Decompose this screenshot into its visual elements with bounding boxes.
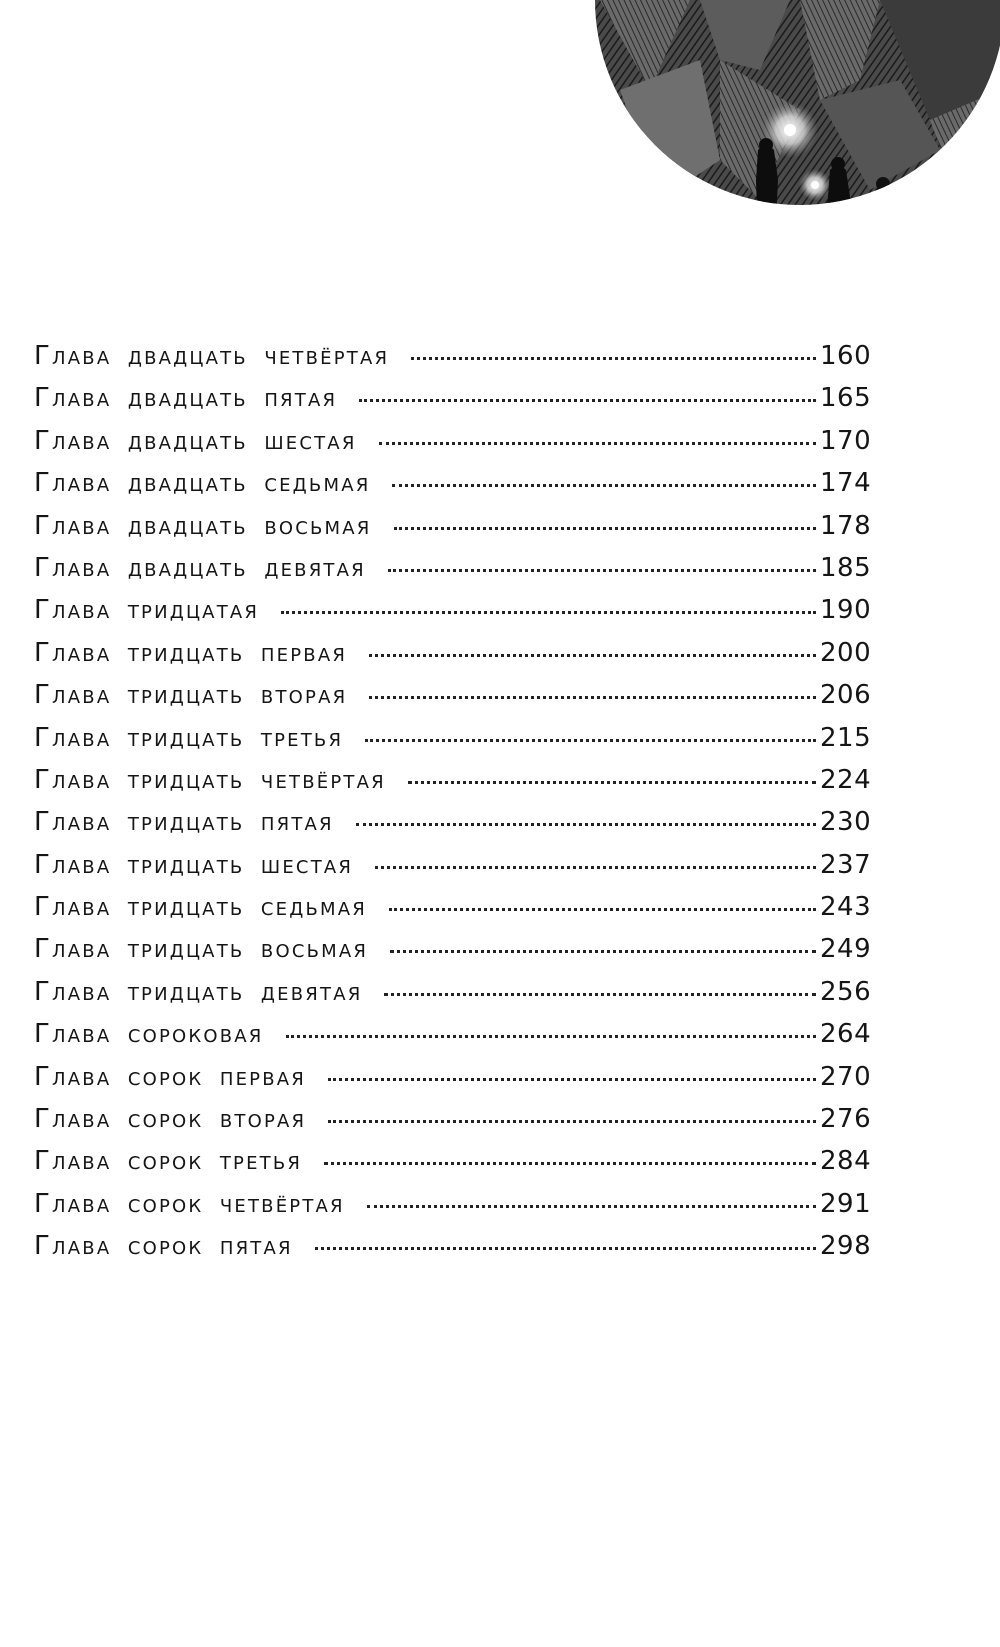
toc-dot-leader: [388, 569, 816, 572]
toc-dot-leader: [394, 527, 817, 530]
toc-dot-leader: [375, 866, 816, 869]
toc-dot-leader: [390, 950, 816, 953]
toc-entry: [34, 886, 874, 928]
toc-entry-page-number: 190: [820, 595, 872, 626]
toc-entry: [34, 801, 874, 843]
toc-dot-leader: [389, 908, 816, 911]
toc-dot-leader: [369, 654, 816, 657]
toc-entry-title: Глава тридцать шестая: [34, 849, 354, 880]
toc-dot-leader: [328, 1078, 816, 1081]
toc-entry-page-number: 170: [820, 425, 872, 456]
toc-entry-page-number: 160: [820, 341, 872, 371]
toc-entry-page-number: 270: [820, 1061, 872, 1092]
toc-entry-title: Глава двадцать шестая: [34, 425, 357, 456]
toc-entry: [34, 1056, 874, 1098]
toc-entry: [34, 420, 874, 462]
toc-dot-leader: [281, 611, 816, 614]
toc-dot-leader: [315, 1247, 816, 1250]
toc-dot-leader: [359, 399, 816, 402]
toc-dot-leader: [408, 781, 816, 784]
toc-entry-title: Глава сорок четвёртая: [34, 1188, 345, 1219]
toc-entry: [34, 462, 874, 504]
toc-entry-title: Глава тридцать первая: [34, 637, 348, 668]
toc-entry-page-number: 185: [820, 552, 872, 583]
toc-entry: [34, 1183, 874, 1225]
toc-entry-title: Глава сорок третья: [34, 1146, 303, 1177]
toc-entry-title: Глава сорок пятая: [34, 1231, 293, 1262]
table-of-contents: [34, 335, 874, 1268]
toc-entry-title: Глава сорок вторая: [34, 1104, 307, 1135]
toc-entry-page-number: 165: [820, 383, 872, 414]
toc-entry: [34, 717, 874, 759]
toc-entry-title: Глава тридцать восьмая: [34, 934, 369, 965]
toc-entry-page-number: 256: [820, 976, 872, 1007]
toc-entry: [34, 928, 874, 970]
toc-dot-leader: [384, 993, 816, 996]
toc-entry: [34, 1098, 874, 1140]
toc-entry: [34, 844, 874, 886]
toc-entry: [34, 632, 874, 674]
toc-entry-title: Глава двадцать седьмая: [34, 468, 371, 499]
toc-entry-page-number: 224: [820, 764, 872, 795]
toc-entry-page-number: 206: [820, 680, 872, 711]
toc-entry: [34, 505, 874, 547]
toc-entry-page-number: 276: [820, 1104, 872, 1135]
toc-entry-title: Глава двадцать восьмая: [34, 510, 372, 541]
toc-entry-page-number: 264: [820, 1019, 872, 1050]
toc-entry: [34, 1140, 874, 1182]
toc-dot-leader: [324, 1162, 816, 1165]
toc-entry-title: Глава сорок первая: [34, 1061, 306, 1092]
toc-entry-page-number: 249: [820, 934, 872, 965]
toc-entry: [34, 547, 874, 589]
toc-dot-leader: [392, 484, 816, 487]
toc-entry: [34, 1225, 874, 1267]
toc-entry-title: Глава тридцать пятая: [34, 807, 334, 838]
toc-entry-title: Глава двадцать пятая: [34, 383, 338, 414]
toc-entry-title: Глава двадцать девятая: [34, 552, 366, 583]
toc-entry-title: Глава тридцать девятая: [34, 976, 363, 1007]
toc-entry: [34, 589, 874, 631]
toc-entry: [34, 759, 874, 801]
toc-dot-leader: [411, 357, 816, 360]
toc-dot-leader: [369, 696, 816, 699]
toc-dot-leader: [286, 1035, 816, 1038]
toc-entry-title: Глава тридцать четвёртая: [34, 764, 386, 795]
toc-entry: [34, 971, 874, 1013]
toc-dot-leader: [365, 739, 816, 742]
toc-entry: [34, 335, 874, 377]
toc-entry: [34, 1013, 874, 1055]
toc-entry-title: Глава двадцать четвёртая: [34, 341, 390, 371]
toc-entry-title: Глава тридцатая: [34, 595, 260, 626]
toc-entry-page-number: 243: [820, 892, 872, 923]
toc-entry-title: Глава тридцать третья: [34, 722, 344, 753]
toc-entry-page-number: 237: [820, 849, 872, 880]
toc-entry-page-number: 174: [820, 468, 872, 499]
toc-entry-page-number: 200: [820, 637, 872, 668]
toc-dot-leader: [367, 1205, 816, 1208]
toc-entry: [34, 377, 874, 419]
toc-dot-leader: [379, 442, 816, 445]
toc-entry-title: Глава тридцать седьмая: [34, 892, 368, 923]
toc-dot-leader: [328, 1120, 816, 1123]
toc-entry-page-number: 230: [820, 807, 872, 838]
toc-entry: [34, 674, 874, 716]
toc-entry-title: Глава сороковая: [34, 1019, 264, 1050]
toc-entry-page-number: 178: [820, 510, 872, 541]
engraving-cave-lanterns-illustration: [0, 0, 1000, 300]
toc-entry-page-number: 298: [820, 1231, 872, 1262]
toc-entry-page-number: 291: [820, 1188, 872, 1219]
toc-entry-title: Глава тридцать вторая: [34, 680, 348, 711]
toc-entry-page-number: 215: [820, 722, 872, 753]
toc-entry-page-number: 284: [820, 1146, 872, 1177]
toc-dot-leader: [356, 823, 816, 826]
